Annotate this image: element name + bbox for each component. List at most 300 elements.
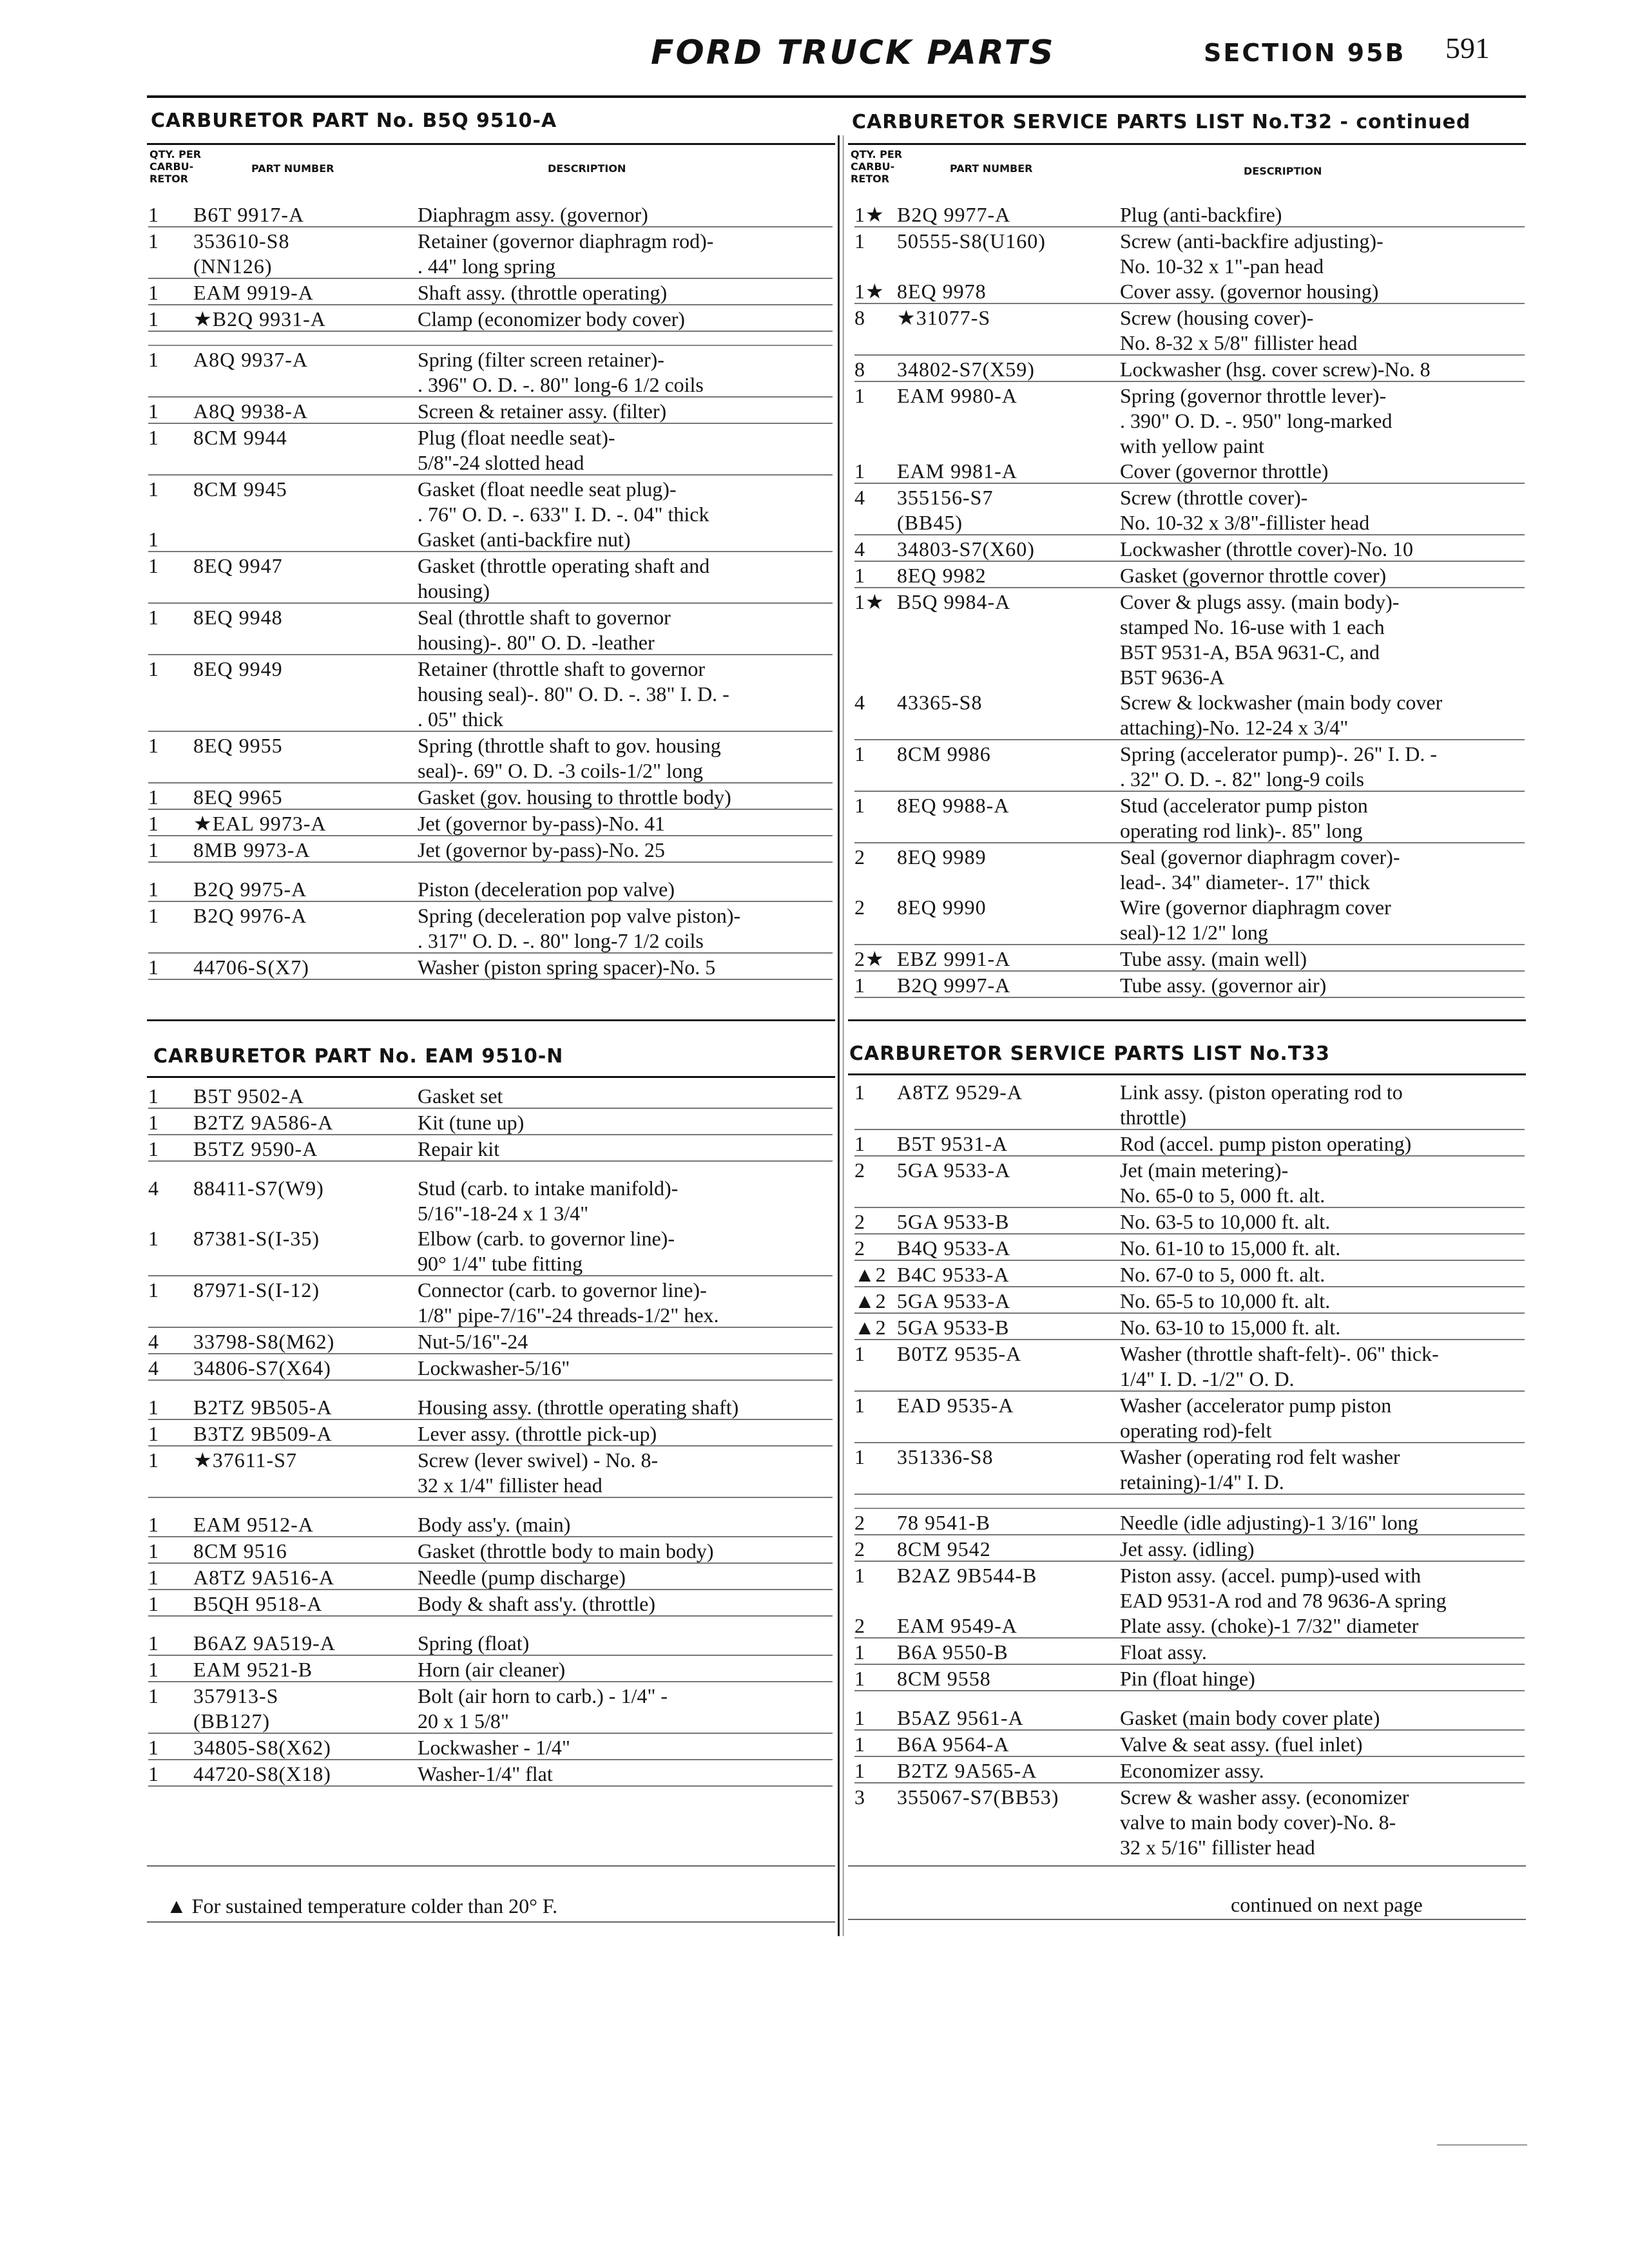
- description-cell: housing seal)-. 80" O. D. -. 38" I. D. -: [418, 682, 729, 706]
- table-row: [854, 1157, 1525, 1182]
- qty-cell: 1: [148, 785, 159, 809]
- qty-cell: ▲2: [854, 1316, 887, 1339]
- part-number-cell: B2AZ 9B544-B: [897, 1564, 1037, 1587]
- description-cell: Tube assy. (main well): [1120, 947, 1307, 970]
- description-cell: Elbow (carb. to governor line)-: [418, 1227, 675, 1250]
- table-row: [854, 1834, 1525, 1859]
- description-cell: No. 65-0 to 5, 000 ft. alt.: [1120, 1184, 1325, 1207]
- description-cell: operating rod link)-. 85" long: [1120, 819, 1363, 842]
- part-number-cell: B6A 9564-A: [897, 1733, 1010, 1756]
- table-row: [148, 836, 833, 863]
- table-row: [854, 869, 1525, 894]
- part-number-cell: 87971-S(I-12): [193, 1278, 320, 1302]
- part-number-cell: B2TZ 9A565-A: [897, 1759, 1037, 1782]
- footnote-rule: [147, 1921, 835, 1923]
- description-cell: B5T 9531-A, B5A 9631-C, and: [1120, 640, 1380, 664]
- part-number-cell: (BB127): [193, 1709, 270, 1733]
- table-row: [854, 304, 1525, 329]
- part-number-cell: 8EQ 9990: [897, 896, 987, 919]
- description-cell: Gasket set: [418, 1084, 503, 1108]
- table-row: [148, 1734, 833, 1760]
- description-cell: Screw (anti-backfire adjusting)-: [1120, 229, 1383, 253]
- description-cell: EAD 9531-A rod and 78 9636-A spring: [1120, 1589, 1447, 1612]
- description-cell: Cover & plugs assy. (main body)-: [1120, 590, 1400, 613]
- table-row: [148, 1564, 833, 1590]
- part-number-cell: B5AZ 9561-A: [897, 1706, 1024, 1729]
- part-number-cell: A8Q 9937-A: [193, 348, 308, 371]
- qty-cell: 1: [854, 1342, 865, 1365]
- table-row: [854, 227, 1525, 253]
- description-cell: Piston assy. (accel. pump)-used with: [1120, 1564, 1422, 1587]
- description-cell: Lever assy. (throttle pick-up): [418, 1422, 657, 1445]
- table-row: [148, 1590, 833, 1617]
- table-row: [148, 201, 833, 227]
- table-row: [854, 919, 1525, 945]
- qty-cell: 1: [148, 904, 159, 927]
- part-number-cell: 8EQ 9955: [193, 734, 283, 757]
- description-cell: . 44" long spring: [418, 255, 555, 278]
- description-cell: Body & shaft ass'y. (throttle): [418, 1592, 655, 1615]
- table-row: [854, 457, 1525, 484]
- table-row: [148, 1082, 833, 1109]
- table-row: [148, 927, 833, 954]
- qty-cell: 2: [854, 896, 865, 919]
- footer-rule-left: [147, 1865, 835, 1867]
- description-cell: Gasket (throttle body to main body): [418, 1539, 714, 1562]
- description-cell: 20 x 1 5/8": [418, 1709, 509, 1733]
- qty-cell: 2: [854, 1158, 865, 1182]
- part-number-cell: 5GA 9533-B: [897, 1210, 1010, 1233]
- qty-cell: 1: [148, 1278, 159, 1302]
- column-divider: [838, 135, 840, 1936]
- description-cell: Connector (carb. to governor line)-: [418, 1278, 707, 1302]
- description-cell: housing): [418, 579, 490, 602]
- description-cell: No. 10-32 x 1"-pan head: [1120, 255, 1324, 278]
- qty-cell: 1: [854, 1759, 865, 1782]
- table-row: [148, 476, 833, 501]
- part-number-cell: EAM 9521-B: [193, 1658, 313, 1681]
- description-cell: Cover (governor throttle): [1120, 459, 1329, 483]
- description-cell: Horn (air cleaner): [418, 1658, 566, 1681]
- table-row: [854, 1104, 1525, 1130]
- continued-note: continued on next page: [1231, 1893, 1423, 1916]
- table-row: [148, 1276, 833, 1302]
- table-row: [854, 1287, 1525, 1314]
- description-cell: Seal (throttle shaft to governor: [418, 606, 671, 629]
- qty-cell: 1: [854, 1564, 865, 1587]
- description-cell: Jet (governor by-pass)-No. 41: [418, 812, 665, 835]
- description-cell: Lockwasher - 1/4": [418, 1736, 570, 1759]
- qty-cell: 1: [148, 1539, 159, 1562]
- part-number-cell: 355156-S7: [897, 486, 994, 509]
- description-cell: Diaphragm assy. (governor): [418, 203, 648, 226]
- description-cell: Tube assy. (governor air): [1120, 974, 1327, 997]
- row-spacer: [854, 1691, 1525, 1704]
- table-row: [148, 501, 833, 526]
- table-row: [854, 1314, 1525, 1340]
- table-row: [148, 902, 833, 927]
- description-cell: . 76" O. D. -. 633" I. D. -. 04" thick: [418, 503, 709, 526]
- description-cell: . 05" thick: [418, 707, 504, 731]
- description-cell: Plug (float needle seat)-: [418, 426, 615, 449]
- table-row: [854, 1417, 1525, 1443]
- description-cell: Economizer assy.: [1120, 1759, 1264, 1782]
- description-cell: Jet (main metering)-: [1120, 1158, 1289, 1182]
- table-row: [854, 817, 1525, 843]
- description-cell: Washer (operating rod felt washer: [1120, 1445, 1400, 1468]
- parts-table-eam: [148, 1082, 833, 1787]
- description-cell: retaining)-1/4" I. D.: [1120, 1470, 1284, 1494]
- table-row: [854, 740, 1525, 765]
- table-row: [148, 706, 833, 732]
- description-cell: . 396" O. D. -. 80" long-6 1/2 coils: [418, 373, 704, 396]
- description-cell: lead-. 34" diameter-. 17" thick: [1120, 870, 1371, 894]
- description-cell: Cover assy. (governor housing): [1120, 280, 1379, 303]
- description-cell: . 32" O. D. -. 82" long-9 coils: [1120, 767, 1364, 791]
- part-number-cell: 34802-S7(X59): [897, 358, 1035, 381]
- table-row: [854, 278, 1525, 304]
- part-number-cell: B2Q 9975-A: [193, 878, 307, 901]
- table-row: [148, 1135, 833, 1162]
- section-break-right: [848, 1019, 1526, 1021]
- row-spacer: [854, 1495, 1525, 1509]
- section-rule-t32: [848, 143, 1526, 145]
- part-number-cell: ★31077-S: [897, 306, 991, 329]
- part-number-cell: A8TZ 9529-A: [897, 1081, 1023, 1104]
- table-row: [148, 371, 833, 398]
- description-cell: 1/8" pipe-7/16"-24 threads-1/2" hex.: [418, 1303, 719, 1327]
- part-number-cell: EAM 9512-A: [193, 1513, 314, 1536]
- table-row: [148, 680, 833, 706]
- table-row: [148, 1109, 833, 1135]
- qty-cell: 1: [148, 1111, 159, 1134]
- table-row: [148, 1328, 833, 1354]
- part-number-cell: 78 9541-B: [897, 1511, 990, 1534]
- part-number-cell: 34805-S8(X62): [193, 1736, 331, 1759]
- qty-cell: 4: [148, 1177, 159, 1200]
- qty-cell: 1: [148, 281, 159, 304]
- description-cell: with yellow paint: [1120, 434, 1264, 457]
- table-row: [854, 972, 1525, 998]
- qty-cell: 1: [854, 459, 865, 483]
- qty-cell: 1: [148, 1084, 159, 1108]
- qty-cell: 2: [854, 1236, 865, 1260]
- description-cell: Screw & washer assy. (economizer: [1120, 1785, 1409, 1809]
- part-number-cell: 8EQ 9948: [193, 606, 283, 629]
- table-row: [148, 346, 833, 371]
- qty-cell: 1: [148, 1422, 159, 1445]
- table-row: [148, 732, 833, 757]
- description-cell: Spring (deceleration pop valve piston)-: [418, 904, 741, 927]
- description-cell: housing)-. 80" O. D. -leather: [418, 631, 655, 654]
- description-cell: Plug (anti-backfire): [1120, 203, 1282, 226]
- table-row: [148, 526, 833, 552]
- part-number-cell: 87381-S(I-35): [193, 1227, 320, 1250]
- table-row: [148, 279, 833, 305]
- table-row: [854, 1639, 1525, 1665]
- table-row: [148, 305, 833, 332]
- table-row: [854, 588, 1525, 613]
- description-cell: Washer (throttle shaft-felt)-. 06" thick-: [1120, 1342, 1439, 1365]
- section-label: SECTION 95B: [1204, 39, 1406, 67]
- description-cell: Piston (deceleration pop valve): [418, 878, 675, 901]
- parts-table-t32: [854, 201, 1525, 998]
- qty-cell: 1: [148, 1592, 159, 1615]
- part-number-cell: 8MB 9973-A: [193, 838, 311, 861]
- description-cell: Gasket (throttle operating shaft and: [418, 554, 710, 577]
- table-row: [854, 664, 1525, 689]
- part-number-cell: ★37611-S7: [193, 1448, 297, 1472]
- part-number-cell: A8Q 9938-A: [193, 399, 308, 423]
- table-row: [854, 1612, 1525, 1639]
- description-cell: Pin (float hinge): [1120, 1667, 1255, 1690]
- qty-cell: 1: [854, 1640, 865, 1664]
- part-number-cell: B2Q 9997-A: [897, 974, 1011, 997]
- part-number-cell: 88411-S7(W9): [193, 1177, 324, 1200]
- section-title-t32: CARBURETOR SERVICE PARTS LIST No.T32 - continued: [852, 111, 1471, 133]
- table-row: [854, 1509, 1525, 1535]
- table-row: [148, 954, 833, 980]
- description-cell: seal)-12 1/2" long: [1120, 921, 1268, 944]
- part-number-cell: 34803-S7(X60): [897, 537, 1035, 561]
- table-row: [854, 945, 1525, 972]
- qty-cell: 1: [148, 838, 159, 861]
- col-header-description-right: DESCRIPTION: [1244, 165, 1322, 177]
- description-cell: Housing assy. (throttle operating shaft): [418, 1396, 739, 1419]
- table-row: [854, 509, 1525, 535]
- description-cell: Gasket (main body cover plate): [1120, 1706, 1380, 1729]
- qty-cell: 1: [854, 384, 865, 407]
- table-row: [854, 1443, 1525, 1468]
- section-title-eam: CARBURETOR PART No. EAM 9510-N: [153, 1045, 564, 1068]
- table-row: [854, 1079, 1525, 1104]
- part-number-cell: 8EQ 9982: [897, 564, 987, 587]
- qty-cell: 1: [148, 203, 159, 226]
- table-row: [148, 655, 833, 680]
- qty-cell: 1: [148, 1762, 159, 1785]
- qty-cell: 4: [854, 486, 865, 509]
- col-header-part-number: PART NUMBER: [251, 162, 334, 175]
- table-row: [148, 449, 833, 476]
- page-number: 591: [1445, 32, 1490, 64]
- table-row: [854, 639, 1525, 664]
- description-cell: Repair kit: [418, 1137, 500, 1160]
- description-cell: Body ass'y. (main): [418, 1513, 571, 1536]
- table-row: [148, 1472, 833, 1498]
- part-number-cell: B4C 9533-A: [897, 1263, 1010, 1286]
- description-cell: Lockwasher-5/16": [418, 1356, 570, 1379]
- table-row: [854, 382, 1525, 407]
- description-cell: No. 10-32 x 3/8"-fillister head: [1120, 511, 1370, 534]
- description-cell: Washer (piston spring spacer)-No. 5: [418, 956, 716, 979]
- description-cell: Screw (lever swivel) - No. 8-: [418, 1448, 659, 1472]
- header-rule: [147, 95, 1526, 98]
- part-number-cell: 34806-S7(X64): [193, 1356, 331, 1379]
- qty-cell: 1: [148, 1448, 159, 1472]
- part-number-cell: 8EQ 9978: [897, 280, 987, 303]
- table-row: [854, 535, 1525, 562]
- table-row: [854, 1665, 1525, 1691]
- section-rule-eam: [147, 1076, 835, 1078]
- table-row: [148, 577, 833, 604]
- qty-cell: 1: [854, 564, 865, 587]
- table-row: [854, 843, 1525, 869]
- qty-cell: 1: [148, 528, 159, 551]
- section-rule-b5q: [147, 143, 835, 145]
- table-row: [148, 1682, 833, 1707]
- description-cell: Needle (pump discharge): [418, 1566, 626, 1589]
- row-spacer: [148, 1162, 833, 1175]
- table-row: [854, 1235, 1525, 1261]
- table-row: [148, 1537, 833, 1564]
- qty-cell: 1: [148, 554, 159, 577]
- qty-cell: 1: [148, 606, 159, 629]
- table-row: [854, 329, 1525, 356]
- qty-cell: 1: [854, 1132, 865, 1155]
- table-row: [148, 1656, 833, 1682]
- part-number-cell: B2Q 9976-A: [193, 904, 307, 927]
- part-number-cell: B6T 9917-A: [193, 203, 305, 226]
- part-number-cell: EAM 9919-A: [193, 281, 314, 304]
- description-cell: Spring (accelerator pump)-. 26" I. D. -: [1120, 742, 1437, 765]
- description-cell: Jet assy. (idling): [1120, 1537, 1255, 1561]
- description-cell: Retainer (throttle shaft to governor: [418, 657, 706, 680]
- description-cell: Bolt (air horn to carb.) - 1/4" -: [418, 1684, 668, 1707]
- table-row: [854, 432, 1525, 457]
- description-cell: Lockwasher (throttle cover)-No. 10: [1120, 537, 1413, 561]
- part-number-cell: 8EQ 9988-A: [897, 794, 1010, 817]
- qty-cell: 1: [854, 1445, 865, 1468]
- table-row: [854, 484, 1525, 509]
- row-spacer: [148, 1381, 833, 1394]
- description-cell: Clamp (economizer body cover): [418, 307, 685, 331]
- qty-cell: 4: [148, 1330, 159, 1353]
- table-row: [854, 792, 1525, 817]
- description-cell: 1/4" I. D. -1/2" O. D.: [1120, 1367, 1295, 1390]
- part-number-cell: 8CM 9944: [193, 426, 287, 449]
- qty-cell: 1: [854, 974, 865, 997]
- table-row: [148, 1511, 833, 1537]
- description-cell: 32 x 5/16" fillister head: [1120, 1836, 1315, 1859]
- qty-cell: 1: [148, 348, 159, 371]
- table-row: [854, 253, 1525, 278]
- description-cell: Kit (tune up): [418, 1111, 525, 1134]
- description-cell: Needle (idle adjusting)-1 3/16" long: [1120, 1511, 1418, 1534]
- description-cell: Valve & seat assy. (fuel inlet): [1120, 1733, 1363, 1756]
- table-row: [854, 765, 1525, 792]
- description-cell: Screw (throttle cover)-: [1120, 486, 1308, 509]
- description-cell: No. 61-10 to 15,000 ft. alt.: [1120, 1236, 1341, 1260]
- part-number-cell: 357913-S: [193, 1684, 279, 1707]
- qty-cell: 1: [854, 794, 865, 817]
- table-row: [854, 1468, 1525, 1495]
- table-row: [148, 1760, 833, 1787]
- table-row: [148, 783, 833, 810]
- qty-cell: 1: [148, 956, 159, 979]
- qty-cell: 1: [854, 1706, 865, 1729]
- description-cell: Stud (carb. to intake manifold)-: [418, 1177, 679, 1200]
- table-row: [854, 407, 1525, 432]
- qty-cell: ▲2: [854, 1289, 887, 1312]
- table-row: [148, 629, 833, 655]
- section-break-left: [147, 1019, 835, 1021]
- description-cell: 5/16"-18-24 x 1 3/4": [418, 1202, 589, 1225]
- part-number-cell: 8EQ 9965: [193, 785, 283, 809]
- description-cell: Plate assy. (choke)-1 7/32" diameter: [1120, 1614, 1419, 1637]
- description-cell: No. 63-10 to 15,000 ft. alt.: [1120, 1316, 1341, 1339]
- qty-cell: 1: [148, 1658, 159, 1681]
- qty-cell: 4: [148, 1356, 159, 1379]
- description-cell: 32 x 1/4" fillister head: [418, 1474, 602, 1497]
- col-header-description: DESCRIPTION: [548, 162, 626, 175]
- table-row: [148, 604, 833, 629]
- qty-cell: 1: [854, 1733, 865, 1756]
- table-row: [854, 1757, 1525, 1783]
- description-cell: Screw (housing cover)-: [1120, 306, 1314, 329]
- table-row: [148, 1250, 833, 1276]
- qty-cell: 8: [854, 306, 865, 329]
- part-number-cell: 355067-S7(BB53): [897, 1785, 1059, 1809]
- part-number-cell: 5GA 9533-A: [897, 1289, 1011, 1312]
- description-cell: Gasket (gov. housing to throttle body): [418, 785, 731, 809]
- scan-mark: [1437, 2144, 1527, 2146]
- part-number-cell: ★EAL 9973-A: [193, 812, 327, 835]
- table-row: [854, 1704, 1525, 1731]
- description-cell: 5/8"-24 slotted head: [418, 451, 584, 474]
- table-row: [854, 356, 1525, 382]
- table-row: [854, 1261, 1525, 1287]
- description-cell: stamped No. 16-use with 1 each: [1120, 615, 1385, 639]
- part-number-cell: 8CM 9986: [897, 742, 991, 765]
- part-number-cell: B2TZ 9B505-A: [193, 1396, 333, 1419]
- description-cell: Screen & retainer assy. (filter): [418, 399, 667, 423]
- description-cell: . 317" O. D. -. 80" long-7 1/2 coils: [418, 929, 704, 952]
- table-row: [148, 757, 833, 783]
- table-row: [148, 552, 833, 577]
- part-number-cell: 351336-S8: [897, 1445, 994, 1468]
- qty-cell: 1★: [854, 280, 885, 303]
- qty-cell: 1: [148, 1684, 159, 1707]
- table-row: [854, 1783, 1525, 1809]
- qty-cell: 1: [148, 399, 159, 423]
- table-row: [148, 1446, 833, 1472]
- description-cell: Washer (accelerator pump piston: [1120, 1394, 1392, 1417]
- part-number-cell: 43365-S8: [897, 691, 983, 714]
- part-number-cell: 8CM 9945: [193, 477, 287, 501]
- part-number-cell: EBZ 9991-A: [897, 947, 1011, 970]
- qty-cell: 1: [854, 229, 865, 253]
- page-title: FORD TRUCK PARTS: [651, 34, 1055, 72]
- description-cell: Gasket (float needle seat plug)-: [418, 477, 677, 501]
- description-cell: Jet (governor by-pass)-No. 25: [418, 838, 665, 861]
- description-cell: Gasket (anti-backfire nut): [418, 528, 631, 551]
- qty-cell: 1★: [854, 203, 885, 226]
- qty-cell: 1★: [854, 590, 885, 613]
- part-number-cell: ★B2Q 9931-A: [193, 307, 326, 331]
- description-cell: . 390" O. D. -. 950" long-marked: [1120, 409, 1393, 432]
- description-cell: Float assy.: [1120, 1640, 1207, 1664]
- row-spacer: [148, 332, 833, 346]
- qty-cell: 1: [148, 1736, 159, 1759]
- part-number-cell: 44720-S8(X18): [193, 1762, 331, 1785]
- col-header-qty: QTY. PER CARBU- RETOR: [149, 148, 202, 185]
- section-rule-t33: [848, 1073, 1526, 1075]
- part-number-cell: 8CM 9542: [897, 1537, 991, 1561]
- table-row: [148, 1707, 833, 1734]
- col-header-qty-right: QTY. PER CARBU- RETOR: [851, 148, 903, 185]
- qty-cell: 4: [854, 691, 865, 714]
- part-number-cell: B2TZ 9A586-A: [193, 1111, 334, 1134]
